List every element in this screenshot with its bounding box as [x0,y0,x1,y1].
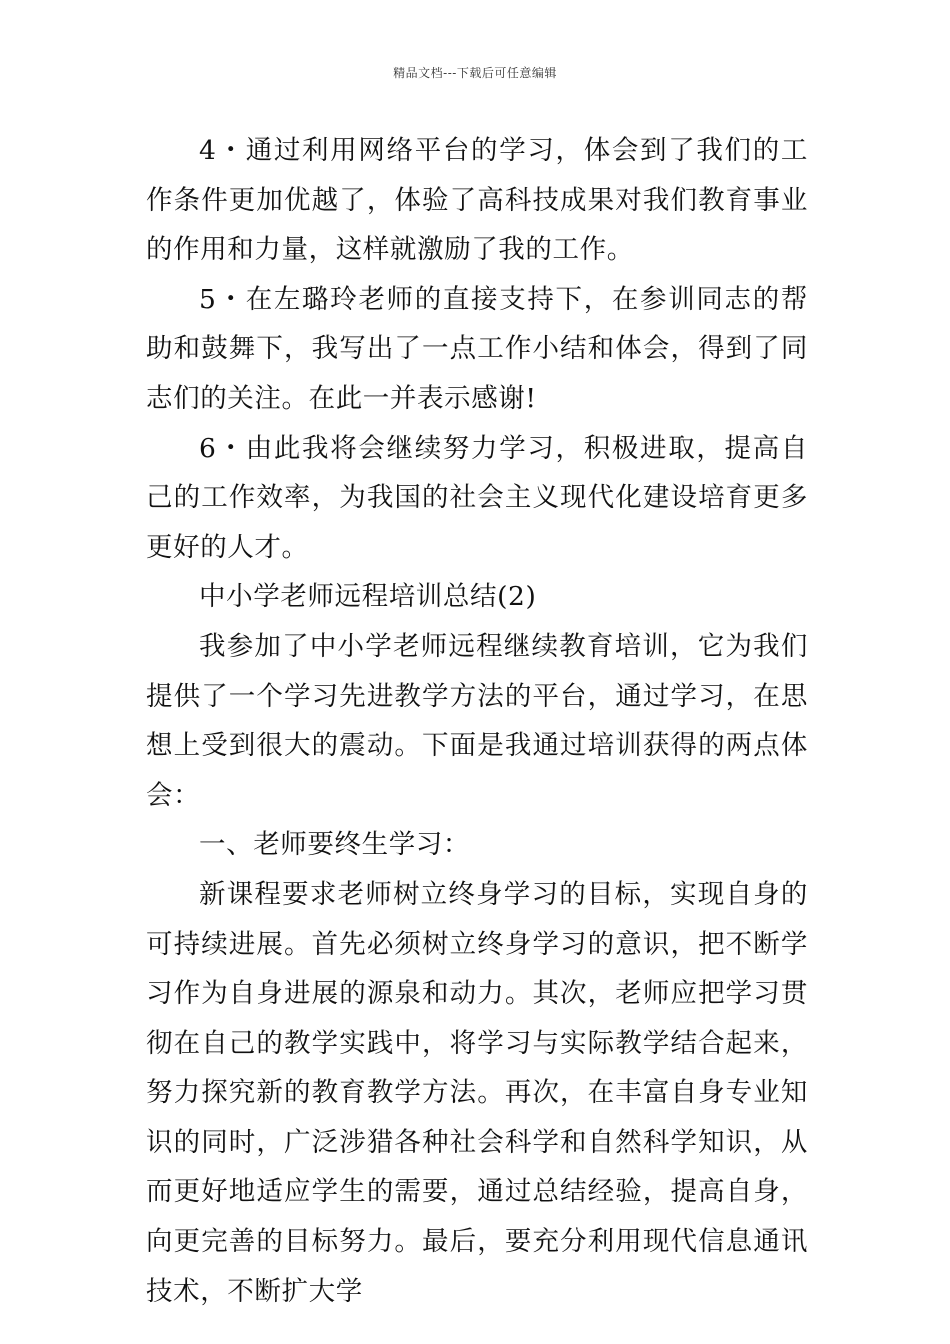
page-header: 精品文档---下载后可任意编辑 [393,66,557,80]
paragraph-item-4: 4・通过利用网络平台的学习，体会到了我们的工作条件更加优越了，体验了高科技成果对我们教育事业的作用和力量，这样就激励了我的工作。 [146,135,808,266]
lifelong-learning-paragraph: 新课程要求老师树立终身学习的目标，实现自身的可持续进展。首先必须树立终身学习的意识，把不断学习作为自身进展的源泉和动力。其次，老师应把学习贯彻在自己的教学实践中，将学习与实际教学结合起来，努力探究新的教育教学方法。再次，在丰富自身专业知识的同时，广泛涉猎各种社会科学和自然科学知识，从而更好地适应学生的需要，通过总结经验，提高自身，向更完善的目标努力。最后，要充分利用现代信息通讯技术，不断扩大学 [146,878,808,1307]
section-heading-lifelong-learning: 一、老师要终生学习： [199,829,470,861]
paragraph-item-5: 5・在左璐玲老师的直接支持下，在参训同志的帮助和鼓舞下，我写出了一点工作小结和体会，得到了同志们的关注。在此一并表示感谢! [146,283,808,414]
paragraph-item-6: 6・由此我将会继续努力学习，积极进取，提高自己的工作效率，为我国的社会主义现代化建设培育更多更好的人才。 [146,432,808,563]
intro-paragraph: 我参加了中小学老师远程继续教育培训，它为我们提供了一个学习先进教学方法的平台，通过学习，在思想上受到很大的震动。下面是我通过培训获得的两点体会： [146,630,808,811]
document-body [146,126,808,1316]
section-title: 中小学老师远程培训总结(2) [199,581,537,613]
